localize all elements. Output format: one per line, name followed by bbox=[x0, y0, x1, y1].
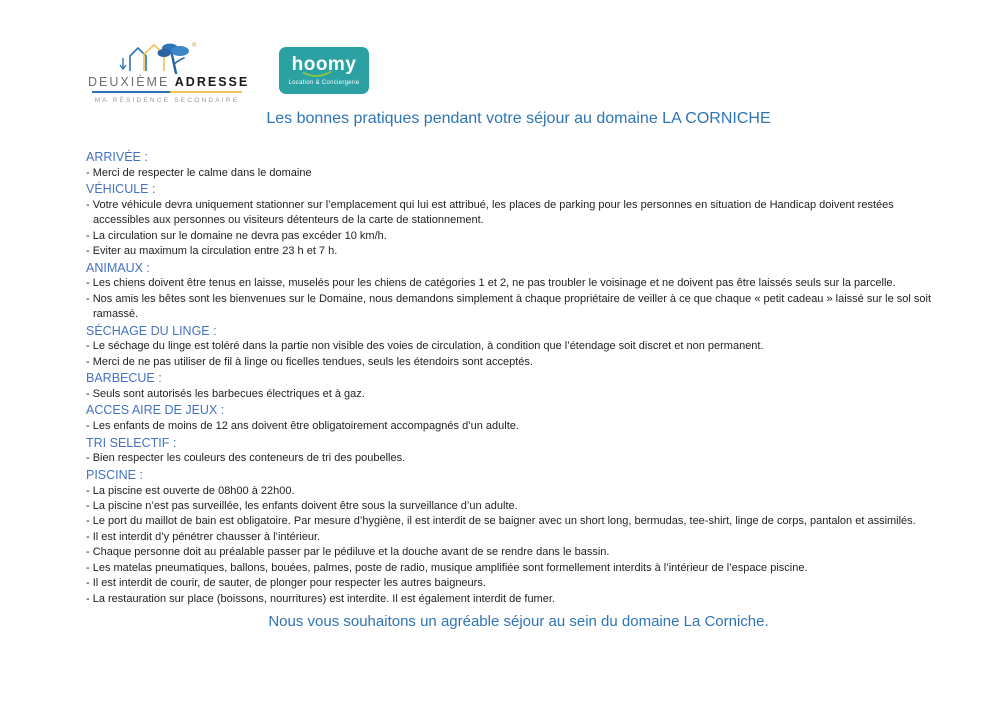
two-tone-underline bbox=[92, 91, 242, 93]
section-heading: BARBECUE : bbox=[86, 371, 162, 386]
rule-item: - Les enfants de moins de 12 ans doivent être obligatoirement accompagnés d’un adulte. bbox=[86, 420, 519, 433]
rule-item: - Les chiens doivent être tenus en laisse, muselés pour les chiens de catégories 1 et 2, ne pas troubler le voisinage et ne doivent pas être laissés seuls sur la parcelle. bbox=[86, 277, 896, 290]
rules-sections bbox=[86, 149, 951, 630]
rule-item: - La restauration sur place (boissons, nourritures) est interdite. Il est également interdit de fumer. bbox=[86, 592, 555, 605]
section-heading: VÉHICULE : bbox=[86, 182, 156, 197]
rule-item: - La circulation sur le domaine ne devra pas excéder 10 km/h. bbox=[86, 229, 387, 242]
section-heading: SÉCHAGE DU LINGE : bbox=[86, 323, 217, 338]
deuxieme-adresse-wordmark bbox=[88, 75, 250, 89]
rule-item: - Chaque personne doit au préalable passer par le pédiluve et la douche avant de se rendre dans le bassin. bbox=[86, 546, 610, 559]
rule-item: - Bien respecter les couleurs des conteneurs de tri des poubelles. bbox=[86, 452, 406, 465]
houses-and-tree-icon bbox=[108, 40, 226, 74]
section-heading: ARRIVÉE : bbox=[86, 150, 148, 164]
hoomy-logo bbox=[279, 47, 369, 94]
closing-message: Nous vous souhaitons un agréable séjour au sein du domaine La Corniche. bbox=[268, 612, 769, 630]
hoomy-tagline: Location & Conciergerie bbox=[288, 79, 360, 86]
rule-item: - Votre véhicule devra uniquement stationner sur l’emplacement qui lui est attribué, les places de parking pour les personnes en situation de Handicap doivent restées accessibles aux personnes ou visiteurs détenteurs de la carte de stationnement. bbox=[86, 199, 894, 227]
rule-item: - Seuls sont autorisés les barbecues électriques et à gaz. bbox=[86, 388, 365, 401]
rule-item: - Le séchage du linge est toléré dans la partie non visible des voies de circulation, à condition que l’étendage soit discret et non permanent. bbox=[86, 340, 764, 353]
rule-item: - Les matelas pneumatiques, ballons, bouées, palmes, poste de radio, musique amplifiée sont formellement interdits à l’intérieur de l’espace piscine. bbox=[86, 561, 808, 574]
deuxieme-adresse-logo bbox=[88, 40, 250, 104]
page-title: Les bonnes pratiques pendant votre séjour au domaine LA CORNICHE bbox=[266, 110, 771, 127]
rule-item: - Merci de ne pas utiliser de fil à linge ou ficelles tendues, seuls les étendoirs sont acceptés. bbox=[86, 355, 533, 368]
wordmark-light-part: DEUXIÈME bbox=[88, 75, 170, 89]
deuxieme-adresse-tagline: MA RÉSIDENCE SECONDAIRE bbox=[94, 97, 240, 104]
rule-item: - Merci de respecter le calme dans le domaine bbox=[86, 166, 312, 179]
rule-item: - Il est interdit de courir, de sauter, de plonger pour respecter les autres baigneurs. bbox=[86, 577, 486, 590]
hoomy-smile-icon bbox=[298, 71, 336, 79]
rule-item: - Eviter au maximum la circulation entre 23 h et 7 h. bbox=[86, 245, 338, 258]
wordmark-bold-part: ADRESSE bbox=[174, 75, 250, 89]
header-logos bbox=[88, 40, 369, 104]
registered-mark-icon: ® bbox=[192, 43, 197, 49]
section-heading: TRI SELECTIF : bbox=[86, 435, 177, 450]
rule-item: - La piscine est ouverte de 08h00 à 22h00. bbox=[86, 484, 295, 497]
rule-item: - Le port du maillot de bain est obligatoire. Par mesure d’hygiène, il est interdit de se baigner avec un short long, bermudas, tee-shirt, linge de corps, pantalon et assimilés. bbox=[86, 515, 916, 528]
section-heading: ACCES AIRE DE JEUX : bbox=[86, 403, 225, 418]
section-heading: PISCINE : bbox=[86, 467, 143, 482]
rule-item: - Nos amis les bêtes sont les bienvenues sur le Domaine, nous demandons simplement à chaque propriétaire de veiller à ce que chaque « petit cadeau » laissé sur le sol soit ramassé. bbox=[86, 292, 932, 321]
section-heading: ANIMAUX : bbox=[86, 260, 150, 275]
rule-item: - Il est interdit d’y pénétrer chausser à l’intérieur. bbox=[86, 530, 321, 543]
rule-item: - La piscine n’est pas surveillée, les enfants doivent être sous la surveillance d’un adulte. bbox=[86, 500, 518, 513]
hoomy-wordmark: hoomy bbox=[291, 53, 357, 75]
